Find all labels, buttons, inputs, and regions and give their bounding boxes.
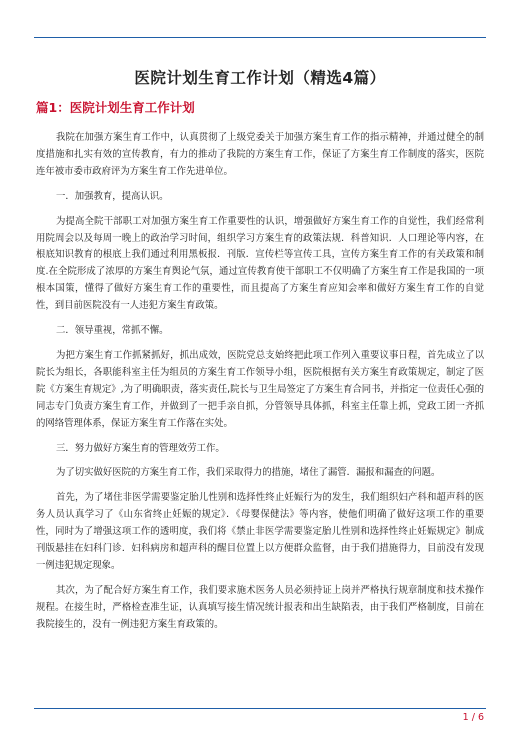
paragraph: 我院在加强方案生育工作中，认真贯彻了上级党委关于加强方案生育工作的指示精神，并通过健全的制度措施和扎实有效的宣传教育，有力的推动了我院的方案生育工作，保证了方案生育工作制度的落实，医院连年被市委市政府评为方案生育工作先进单位。 — [36, 132, 484, 177]
document-title: 医院计划生育工作计划（精选4篇） — [134, 69, 386, 87]
paragraph: 为提高全院干部职工对加强方案生育工作重要性的认识，增强做好方案生育工作的自觉性，我们经常利用院周会以及每周一晚上的政治学习时间，组织学习方案生育的政策法规．科普知识．人口理论等内容，在根底知识教育的根底上我们通过利用黑板报．刊版．宣传栏等宣传工具，宣传方案生育工作的有关政策和制度.在全院形成了浓厚的方案生育舆论气氛，通过宣传教育使干部职工不仅明确了方案生育工作是我国的一项根本国策，懂得了做好方案生育工作的重要性，而且提高了方案生育应知会率和做好方案生育工作的自觉性，到目前医院没有一人违犯方案生育政策。 — [36, 215, 484, 312]
header-rule — [34, 37, 486, 38]
subheading: 一．加强教育，提高认识。 — [56, 190, 169, 202]
paragraph: 为了切实做好医院的方案生育工作，我们采取得力的措施，堵住了漏管．漏报和漏查的问题。 — [56, 467, 441, 479]
page-indicator: 1 / 6 — [462, 712, 484, 723]
document-body — [36, 130, 484, 634]
subheading: 三．努力做好方案生育的管理效劳工作。 — [56, 442, 225, 454]
paragraph-gap — [36, 482, 484, 490]
section-heading: 篇1：医院计划生育工作计划 — [36, 100, 195, 115]
footer-rule — [34, 708, 486, 709]
paragraph: 其次，为了配合好方案生育工作，我们要求施术医务人员必须持证上岗并严格执行规章制度和技术操作规程。在接生时，严格检查准生证，认真填写接生情况统计报表和出生缺陷表，由于我们严格制度，目前在我院接生的，没有一例违犯方案生育政策的。 — [36, 584, 484, 630]
paragraph: 首先，为了堵住非医学需要鉴定胎儿性别和选择性终止妊娠行为的发生，我们组织妇产科和超声科的医务人员认真学习了《山东省终止妊娠的规定》．《母婴保健法》等内容，使他们明确了做好这项工作的重要性，同时为了增强这项工作的透明度，我们将《禁止非医学需要鉴定胎儿性别和选择性终止妊娠规定》制成刊版悬挂在妇科门诊．妇科病房和超声科的醒目位置上以方便群众监督，由于我们措施得力，目前没有发现一例违犯规定现象。 — [36, 492, 484, 571]
paragraph-gap — [36, 575, 484, 583]
subheading: 二．领导重视，常抓不懈。 — [56, 325, 169, 337]
paragraph: 为把方案生育工作抓紧抓好，抓出成效，医院党总支始终把此项工作列入重要议事日程，首先成立了以院长为组长，各职能科室主任为组员的方案生育工作领导小组，医院根据有关方案生育政策规定，制定了医院《方案生育规定》,为了明确职责，落实责任,院长与卫生局签定了方案生育合同书，并指定一位责任心强的同志专门负责方案生育工作，并做到了一把手亲自抓，分管领导具体抓，科室主任靠上抓，党政工团一齐抓的网络管理体系，保证方案生育工作落在实处。 — [36, 349, 484, 429]
